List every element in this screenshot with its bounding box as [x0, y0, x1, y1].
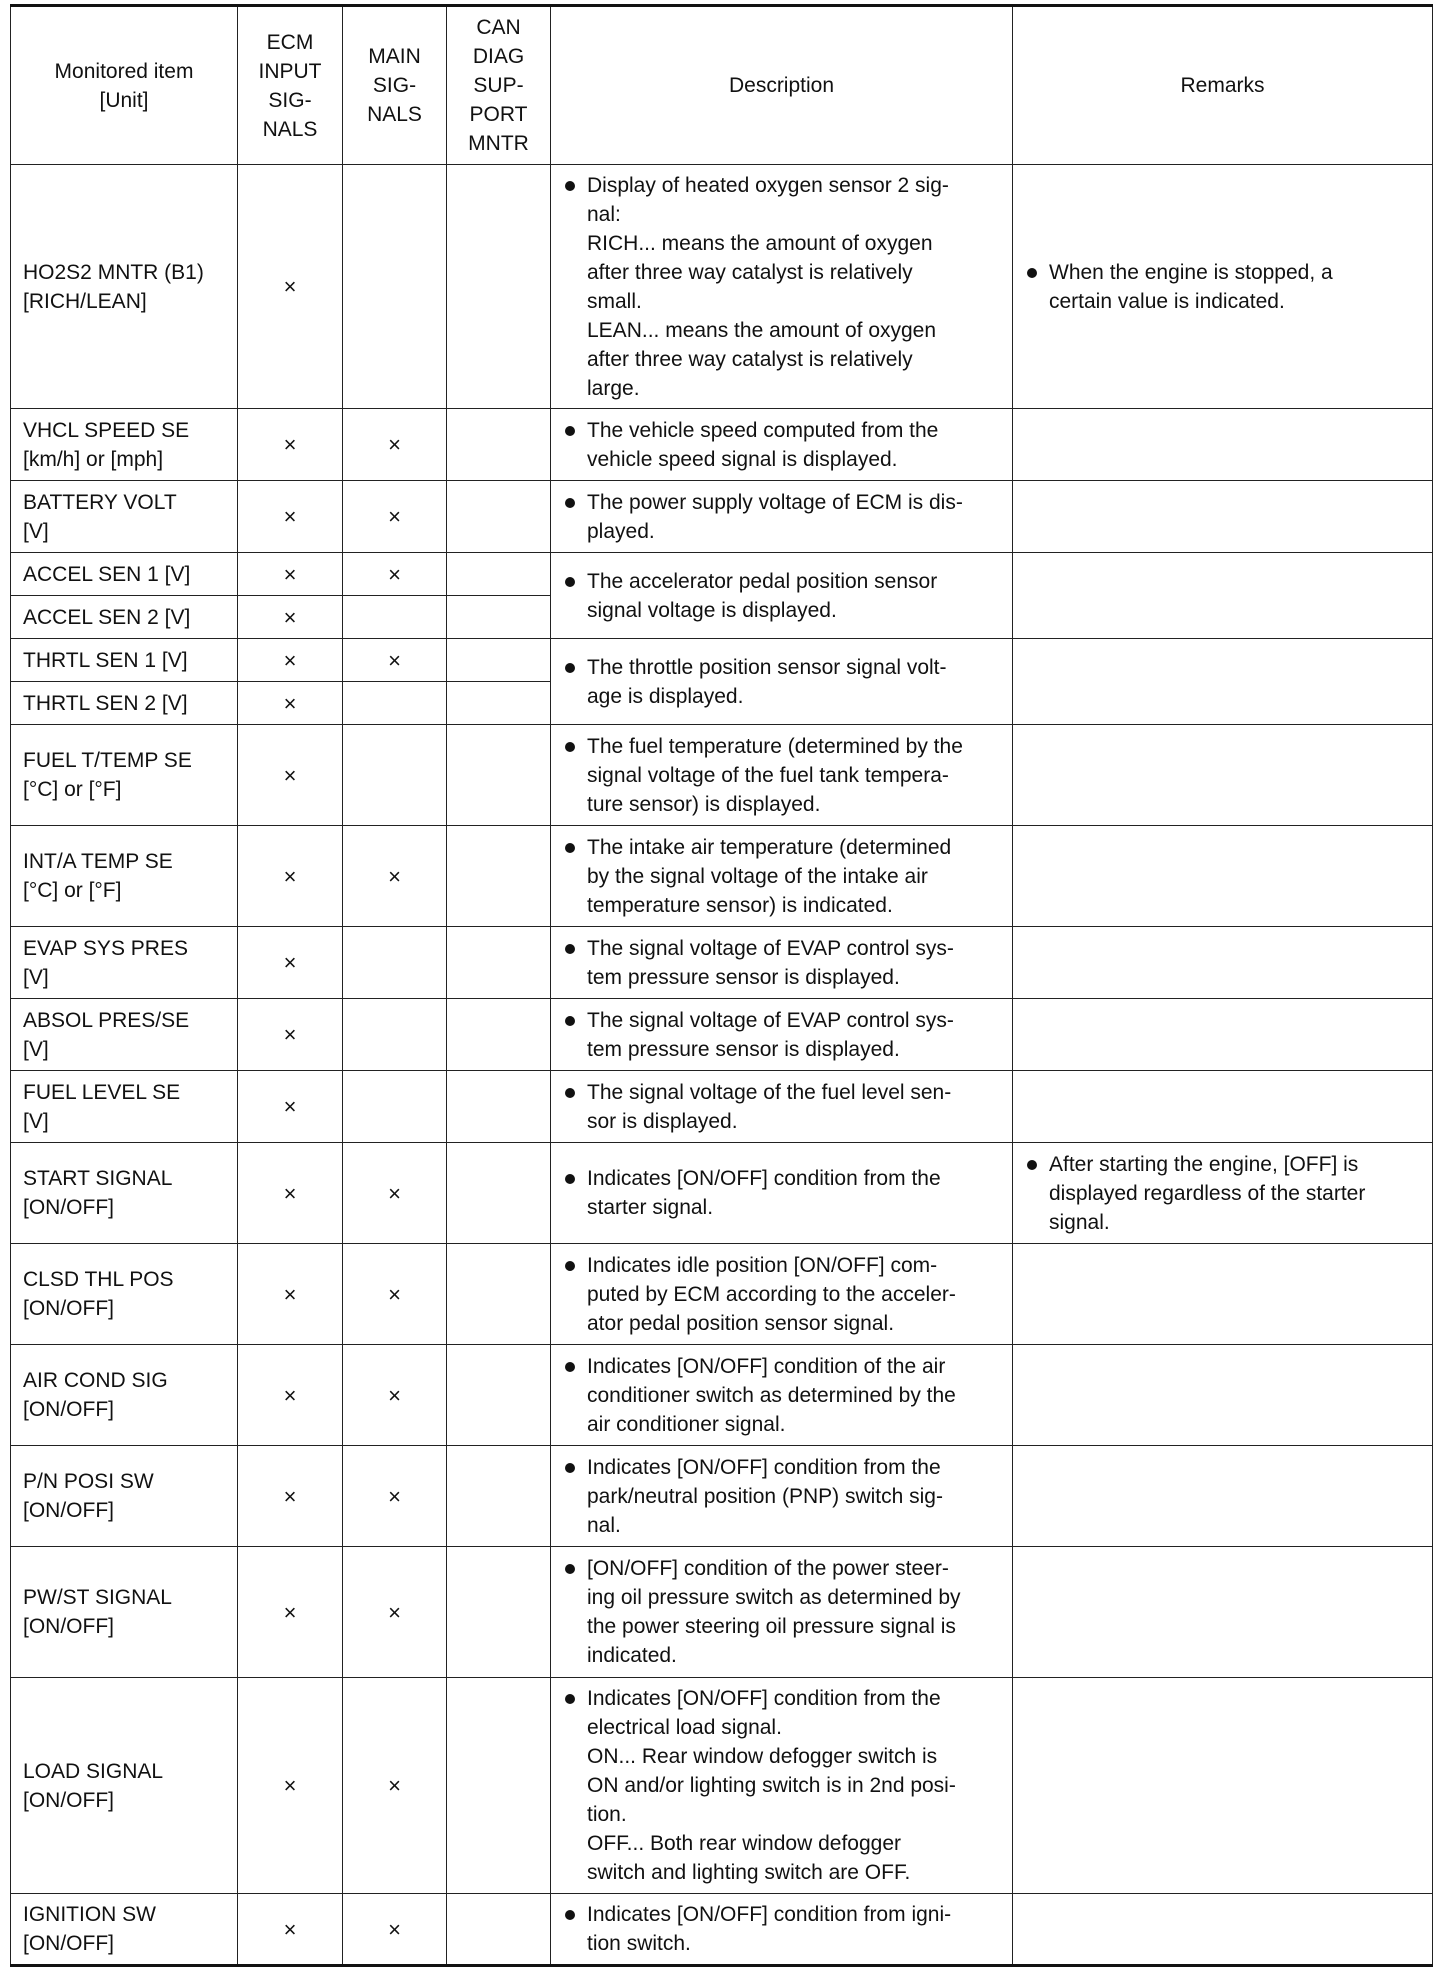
monitored-items-table	[10, 4, 1433, 1967]
bullet-icon	[565, 1463, 575, 1473]
bullet-icon	[565, 944, 575, 954]
main-signal-mark: ×	[343, 1143, 447, 1244]
description: [ON/OFF] condition of the power steer- ing oil pressure switch as determined by the power steering oil pressure signal is indicated.	[551, 1547, 1013, 1678]
bullet-icon	[565, 1910, 575, 1920]
main-signal-mark: ×	[343, 1345, 447, 1446]
main-signal-mark: ×	[343, 409, 447, 481]
ecm-input-mark: ×	[238, 1446, 343, 1547]
remarks	[1013, 1547, 1433, 1678]
main-signal-mark: ×	[343, 1446, 447, 1547]
table-row	[11, 165, 1433, 409]
main-signal-mark: ×	[343, 1894, 447, 1966]
monitored-item: IGNITION SW [ON/OFF]	[11, 1894, 238, 1966]
description: The signal voltage of EVAP control sys- tem pressure sensor is displayed.	[551, 999, 1013, 1071]
ecm-input-mark: ×	[238, 596, 343, 639]
ecm-input-mark: ×	[238, 682, 343, 725]
description: Display of heated oxygen sensor 2 sig- nal: RICH... means the amount of oxygen after three way catalyst is relatively small. LEAN... means the amount of oxygen after three way catalyst is relatively large.	[551, 165, 1013, 409]
main-signal-mark: ×	[343, 639, 447, 682]
table-row	[11, 553, 1433, 596]
header-main-signals: MAIN SIG- NALS	[343, 6, 447, 165]
bullet-icon	[565, 577, 575, 587]
description: The signal voltage of EVAP control sys- tem pressure sensor is displayed.	[551, 927, 1013, 999]
can-diag-mark	[447, 927, 551, 999]
ecm-input-mark: ×	[238, 481, 343, 553]
remarks	[1013, 409, 1433, 481]
can-diag-mark	[447, 725, 551, 826]
description: Indicates [ON/OFF] condition from the starter signal.	[551, 1143, 1013, 1244]
description: The accelerator pedal position sensor signal voltage is displayed.	[551, 553, 1013, 639]
header-can-diag-support-mntr: CAN DIAG SUP- PORT MNTR	[447, 6, 551, 165]
can-diag-mark	[447, 165, 551, 409]
table-row	[11, 409, 1433, 481]
can-diag-mark	[447, 1446, 551, 1547]
monitored-item: THRTL SEN 1 [V]	[11, 639, 238, 682]
ecm-input-mark: ×	[238, 639, 343, 682]
remarks	[1013, 999, 1433, 1071]
table-row	[11, 1345, 1433, 1446]
remarks	[1013, 1345, 1433, 1446]
can-diag-mark	[447, 1071, 551, 1143]
can-diag-mark	[447, 1244, 551, 1345]
table-row	[11, 725, 1433, 826]
remarks	[1013, 1446, 1433, 1547]
main-signal-mark	[343, 725, 447, 826]
ecm-input-mark: ×	[238, 1547, 343, 1678]
monitored-item: ABSOL PRES/SE [V]	[11, 999, 238, 1071]
main-signal-mark	[343, 165, 447, 409]
can-diag-mark	[447, 409, 551, 481]
bullet-icon	[565, 1174, 575, 1184]
can-diag-mark	[447, 1894, 551, 1966]
ecm-input-mark: ×	[238, 1894, 343, 1966]
monitored-item: P/N POSI SW [ON/OFF]	[11, 1446, 238, 1547]
main-signal-mark	[343, 596, 447, 639]
remarks	[1013, 1244, 1433, 1345]
description: The intake air temperature (determined by the signal voltage of the intake air temperature sensor) is indicated.	[551, 826, 1013, 927]
remarks: When the engine is stopped, a certain value is indicated.	[1013, 165, 1433, 409]
remarks	[1013, 725, 1433, 826]
can-diag-mark	[447, 682, 551, 725]
description: Indicates [ON/OFF] condition from the park/neutral position (PNP) switch sig- nal.	[551, 1446, 1013, 1547]
description: The fuel temperature (determined by the signal voltage of the fuel tank tempera- ture sensor) is displayed.	[551, 725, 1013, 826]
description: The throttle position sensor signal volt- age is displayed.	[551, 639, 1013, 725]
bullet-icon	[565, 181, 575, 191]
remarks	[1013, 1894, 1433, 1966]
table-row	[11, 1143, 1433, 1244]
ecm-input-mark: ×	[238, 927, 343, 999]
table-row	[11, 1244, 1433, 1345]
can-diag-mark	[447, 826, 551, 927]
ecm-input-mark: ×	[238, 165, 343, 409]
table-row	[11, 999, 1433, 1071]
monitored-item: ACCEL SEN 2 [V]	[11, 596, 238, 639]
monitored-item: CLSD THL POS [ON/OFF]	[11, 1244, 238, 1345]
header-monitored-item: Monitored item [Unit]	[11, 6, 238, 165]
bullet-icon	[565, 1016, 575, 1026]
can-diag-mark	[447, 999, 551, 1071]
bullet-icon	[565, 1564, 575, 1574]
main-signal-mark: ×	[343, 1678, 447, 1894]
remarks	[1013, 826, 1433, 927]
header-row	[11, 6, 1433, 165]
can-diag-mark	[447, 1345, 551, 1446]
remarks	[1013, 927, 1433, 999]
monitored-item: FUEL LEVEL SE [V]	[11, 1071, 238, 1143]
description: Indicates idle position [ON/OFF] com- puted by ECM according to the acceler- ator pedal position sensor signal.	[551, 1244, 1013, 1345]
table-row	[11, 639, 1433, 682]
monitored-item: THRTL SEN 2 [V]	[11, 682, 238, 725]
remarks	[1013, 639, 1433, 725]
monitored-item: BATTERY VOLT [V]	[11, 481, 238, 553]
description: The power supply voltage of ECM is dis- played.	[551, 481, 1013, 553]
table-row	[11, 1071, 1433, 1143]
bullet-icon	[565, 843, 575, 853]
can-diag-mark	[447, 481, 551, 553]
can-diag-mark	[447, 553, 551, 596]
monitored-item: START SIGNAL [ON/OFF]	[11, 1143, 238, 1244]
description: Indicates [ON/OFF] condition from igni- tion switch.	[551, 1894, 1013, 1966]
main-signal-mark: ×	[343, 1244, 447, 1345]
header-description: Description	[551, 6, 1013, 165]
ecm-input-mark: ×	[238, 1345, 343, 1446]
bullet-icon	[565, 1261, 575, 1271]
ecm-input-mark: ×	[238, 553, 343, 596]
main-signal-mark: ×	[343, 553, 447, 596]
can-diag-mark	[447, 1678, 551, 1894]
remarks	[1013, 481, 1433, 553]
remarks: After starting the engine, [OFF] is displayed regardless of the starter signal.	[1013, 1143, 1433, 1244]
bullet-icon	[565, 663, 575, 673]
table-row	[11, 927, 1433, 999]
can-diag-mark	[447, 1547, 551, 1678]
monitored-item: HO2S2 MNTR (B1) [RICH/LEAN]	[11, 165, 238, 409]
monitored-item: FUEL T/TEMP SE [°C] or [°F]	[11, 725, 238, 826]
remarks	[1013, 553, 1433, 639]
main-signal-mark	[343, 927, 447, 999]
table-row	[11, 826, 1433, 927]
main-signal-mark	[343, 1071, 447, 1143]
ecm-input-mark: ×	[238, 999, 343, 1071]
monitored-item: EVAP SYS PRES [V]	[11, 927, 238, 999]
main-signal-mark: ×	[343, 481, 447, 553]
remarks	[1013, 1678, 1433, 1894]
monitored-item: INT/A TEMP SE [°C] or [°F]	[11, 826, 238, 927]
main-signal-mark	[343, 999, 447, 1071]
ecm-input-mark: ×	[238, 725, 343, 826]
bullet-icon	[1027, 268, 1037, 278]
main-signal-mark: ×	[343, 1547, 447, 1678]
bullet-icon	[565, 742, 575, 752]
description: Indicates [ON/OFF] condition of the air conditioner switch as determined by the air conditioner signal.	[551, 1345, 1013, 1446]
bullet-icon	[565, 1362, 575, 1372]
ecm-input-mark: ×	[238, 409, 343, 481]
ecm-input-mark: ×	[238, 1244, 343, 1345]
header-ecm-input-signals: ECM INPUT SIG- NALS	[238, 6, 343, 165]
ecm-input-mark: ×	[238, 1071, 343, 1143]
bullet-icon	[565, 1694, 575, 1704]
description: The vehicle speed computed from the vehicle speed signal is displayed.	[551, 409, 1013, 481]
monitored-item: LOAD SIGNAL [ON/OFF]	[11, 1678, 238, 1894]
monitored-item: VHCL SPEED SE [km/h] or [mph]	[11, 409, 238, 481]
ecm-input-mark: ×	[238, 1143, 343, 1244]
ecm-input-mark: ×	[238, 1678, 343, 1894]
table-row	[11, 1446, 1433, 1547]
monitored-item: ACCEL SEN 1 [V]	[11, 553, 238, 596]
monitored-item: AIR COND SIG [ON/OFF]	[11, 1345, 238, 1446]
can-diag-mark	[447, 639, 551, 682]
can-diag-mark	[447, 596, 551, 639]
monitored-item: PW/ST SIGNAL [ON/OFF]	[11, 1547, 238, 1678]
table-row	[11, 1547, 1433, 1678]
main-signal-mark	[343, 682, 447, 725]
can-diag-mark	[447, 1143, 551, 1244]
bullet-icon	[565, 1088, 575, 1098]
main-signal-mark: ×	[343, 826, 447, 927]
bullet-icon	[565, 426, 575, 436]
bullet-icon	[565, 498, 575, 508]
bullet-icon	[1027, 1160, 1037, 1170]
header-remarks: Remarks	[1013, 6, 1433, 165]
table-row	[11, 1894, 1433, 1966]
description: The signal voltage of the fuel level sen- sor is displayed.	[551, 1071, 1013, 1143]
ecm-input-mark: ×	[238, 826, 343, 927]
table-row	[11, 481, 1433, 553]
table-row	[11, 1678, 1433, 1894]
remarks	[1013, 1071, 1433, 1143]
description: Indicates [ON/OFF] condition from the electrical load signal. ON... Rear window defogger switch is ON and/or lighting switch is in 2nd posi- tion. OFF... Both rear window defogger switch and lighting switch are OFF.	[551, 1678, 1013, 1894]
